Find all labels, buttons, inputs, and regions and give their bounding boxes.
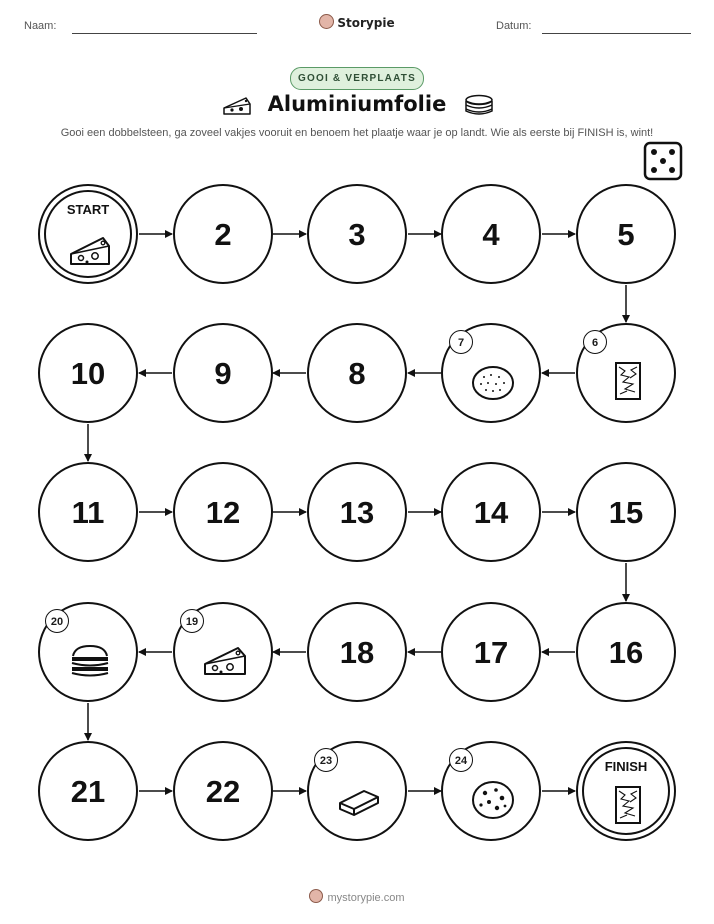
name-label: Naam: bbox=[24, 20, 57, 32]
space-19-number-tag: 19 bbox=[180, 609, 204, 633]
finish-label: FINISH bbox=[604, 759, 648, 774]
space-10 bbox=[38, 323, 138, 423]
cheese-icon bbox=[200, 634, 250, 684]
space-number: 13 bbox=[339, 495, 375, 530]
space-number: 18 bbox=[339, 635, 375, 670]
date-label: Datum: bbox=[496, 20, 532, 32]
space-number: 22 bbox=[205, 774, 241, 809]
space-number: 12 bbox=[205, 495, 241, 530]
space-8 bbox=[307, 323, 407, 423]
space-2 bbox=[173, 184, 273, 284]
space-number: 10 bbox=[70, 356, 106, 391]
space-14 bbox=[441, 462, 541, 562]
space-number: 5 bbox=[617, 217, 635, 252]
sandwich-icon bbox=[65, 634, 115, 684]
space-9 bbox=[173, 323, 273, 423]
space-11 bbox=[38, 462, 138, 562]
space-18 bbox=[307, 602, 407, 702]
footer bbox=[0, 889, 714, 904]
space-number: 17 bbox=[473, 635, 509, 670]
space-20-number-tag: 20 bbox=[45, 609, 69, 633]
space-4 bbox=[441, 184, 541, 284]
game-type-badge: GOOI & VERPLAATS bbox=[290, 67, 424, 90]
space-number: 16 bbox=[608, 635, 644, 670]
space-3 bbox=[307, 184, 407, 284]
instructions: Gooi een dobbelsteen, ga zoveel vakjes vooruit en benoem het plaatje waar je op landt. Wie als eerste bij FINISH is, wint! bbox=[60, 127, 654, 139]
cracker-icon bbox=[468, 355, 518, 405]
space-number: 2 bbox=[214, 217, 232, 252]
space-6-number-tag: 6 bbox=[583, 330, 607, 354]
footer-url: mystorypie.com bbox=[327, 892, 405, 904]
start-label: START bbox=[66, 202, 110, 217]
butter-icon bbox=[334, 773, 384, 823]
aluminium-foil-icon bbox=[603, 781, 653, 831]
space-number: 15 bbox=[608, 495, 644, 530]
space-22 bbox=[173, 741, 273, 841]
space-24-number-tag: 24 bbox=[449, 748, 473, 772]
space-start bbox=[38, 184, 138, 284]
space-13 bbox=[307, 462, 407, 562]
space-number: 21 bbox=[70, 774, 106, 809]
space-21 bbox=[38, 741, 138, 841]
space-16 bbox=[576, 602, 676, 702]
space-23-number-tag: 23 bbox=[314, 748, 338, 772]
space-12 bbox=[173, 462, 273, 562]
storypie-logo-icon bbox=[309, 889, 323, 903]
space-15 bbox=[576, 462, 676, 562]
space-number: 4 bbox=[482, 217, 500, 252]
brand-name: Storypie bbox=[337, 16, 395, 30]
space-5 bbox=[576, 184, 676, 284]
space-number: 11 bbox=[71, 495, 105, 530]
aluminium-foil-icon bbox=[603, 355, 653, 405]
space-number: 8 bbox=[348, 356, 366, 391]
page-title: Aluminiumfolie bbox=[267, 92, 447, 116]
cookie-icon bbox=[468, 773, 518, 823]
space-number: 3 bbox=[348, 217, 366, 252]
space-number: 14 bbox=[473, 495, 509, 530]
space-7-number-tag: 7 bbox=[449, 330, 473, 354]
space-number: 9 bbox=[214, 356, 232, 391]
space-17 bbox=[441, 602, 541, 702]
cheese-icon bbox=[65, 224, 115, 274]
space-finish bbox=[576, 741, 676, 841]
